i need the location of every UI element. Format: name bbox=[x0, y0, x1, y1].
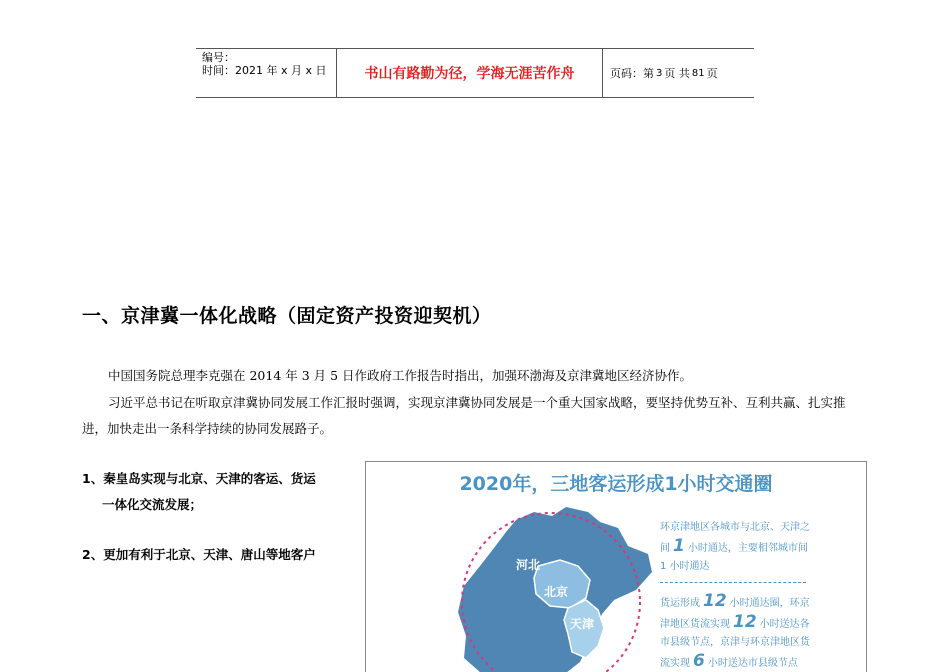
serial-label: 编号： bbox=[202, 51, 235, 64]
tianjin-label: 天津 bbox=[570, 617, 595, 631]
freight-text bbox=[660, 592, 810, 672]
freight-text-a: 货运形成 bbox=[660, 598, 700, 609]
page-suffix: 页 bbox=[706, 67, 718, 80]
page-prefix: 页码：第 bbox=[610, 67, 654, 80]
page-mid: 页 共 bbox=[664, 67, 690, 80]
beijing-label: 北京 bbox=[544, 585, 569, 599]
freight-text-c: 小时送达各市县级节点，京津与环京津地区货流实现 bbox=[660, 619, 810, 669]
freight-hours-2: 12 bbox=[733, 612, 757, 632]
header-meta bbox=[196, 49, 337, 97]
page-total: 81 bbox=[691, 67, 705, 79]
passenger-text-b: 小时通达，主要相邻城市间 1 小时通达 bbox=[660, 543, 808, 572]
passenger-hours: 1 bbox=[673, 536, 685, 556]
list-item-2: 2、更加有利于北京、天津、唐山等地客户 bbox=[82, 547, 316, 562]
passenger-text-a: 环京津地区各城市与北京、天津之间 bbox=[660, 522, 810, 554]
freight-hours-1: 12 bbox=[703, 591, 727, 611]
page-header bbox=[196, 48, 754, 98]
figure-title: 2020年，三地客运形成1小时交通圈 bbox=[459, 473, 773, 495]
freight-text-b: 小时通达圈，环京津地区货流实现 bbox=[660, 598, 810, 630]
hebei-label: 河北 bbox=[516, 558, 541, 572]
paragraph-2: 习近平总书记在听取京津冀协同发展工作汇报时强调，实现京津冀协同发展是一个重大国家战略，要坚持优势互补、互利共赢、扎实推进，加快走出一条科学持续的协同发展路子。 bbox=[82, 395, 846, 436]
list-item-1 bbox=[82, 466, 344, 518]
freight-hours-3: 6 bbox=[693, 651, 705, 671]
freight-text-d: 小时送达市县级节点 bbox=[707, 658, 798, 669]
time-label: 时间：2021 年 x 月 x 日 bbox=[202, 64, 327, 77]
list-item-1-line2: 一体化交流发展； bbox=[102, 497, 203, 512]
figure-divider bbox=[660, 582, 806, 583]
header-motto: 书山有路勤为径，学海无涯苦作舟 bbox=[337, 49, 603, 97]
passenger-text bbox=[660, 519, 810, 576]
page-number: 3 bbox=[656, 67, 663, 79]
paragraph-1: 中国国务院总理李克强在 2014 年 3 月 5 日作政府工作报告时指出，加强环渤海及京津冀地区经济协作。 bbox=[108, 368, 693, 383]
section-heading: 一、京津冀一体化战略（固定资产投资迎契机） bbox=[82, 305, 492, 327]
page-counter bbox=[603, 49, 754, 97]
list-item-1-line1: 1、秦皇岛实现与北京、天津的客运、货运 bbox=[82, 471, 316, 486]
traffic-circle-figure bbox=[365, 461, 867, 672]
